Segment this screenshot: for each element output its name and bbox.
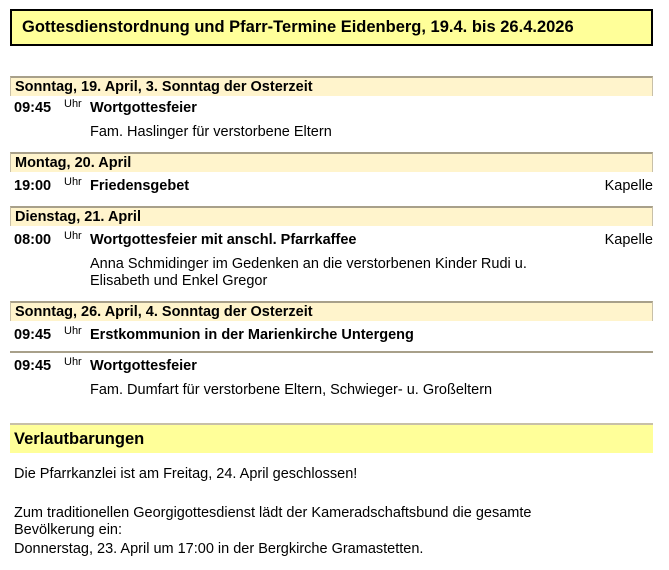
announcement-item: Die Pfarrkanzlei ist am Freitag, 24. April geschlossen! (14, 466, 358, 482)
announcements-header: Verlautbarungen (10, 423, 653, 453)
entry-uhr: Uhr (64, 176, 82, 188)
announcement-item: Zum traditionellen Georgigottesdienst lädt der Kameradschaftsbund die gesamte Bevölkerung ein: (14, 505, 532, 538)
entry-uhr: Uhr (64, 98, 82, 110)
entry-place: Kapelle (604, 232, 653, 248)
entry-title: Friedensgebet (90, 178, 190, 194)
day-header-sonntag-19: Sonntag, 19. April, 3. Sonntag der Osterzeit (10, 76, 653, 96)
announcement-item: Donnerstag, 23. April um 17:00 in der Bergkirche Gramastetten. (14, 541, 424, 557)
day-header-sonntag-26: Sonntag, 26. April, 4. Sonntag der Osterzeit (10, 301, 653, 321)
entry-uhr: Uhr (64, 325, 82, 337)
page-title-text: Gottesdienstordnung und Pfarr-Termine Eidenberg, 19.4. bis 26.4.2026 (22, 18, 574, 36)
entry-description: Fam. Dumfart für verstorbene Eltern, Schwieger- u. Großeltern (90, 382, 493, 398)
page-title (10, 9, 653, 46)
entry-time: 09:45 (14, 327, 52, 343)
day-header-dienstag-21: Dienstag, 21. April (10, 206, 653, 226)
entry-time: 19:00 (14, 178, 52, 194)
entry-divider (10, 351, 653, 353)
entry-description: Fam. Haslinger für verstorbene Eltern (90, 124, 332, 140)
entry-title: Erstkommunion in der Marienkirche Untergeng (90, 327, 414, 343)
entry-title: Wortgottesfeier mit anschl. Pfarrkaffee (90, 232, 357, 248)
entry-description: Anna Schmidinger im Gedenken an die verstorbenen Kinder Rudi u. Elisabeth und Enkel Gregor (90, 256, 527, 289)
entry-time: 09:45 (14, 358, 52, 374)
day-header-montag-20: Montag, 20. April (10, 152, 653, 172)
entry-uhr: Uhr (64, 356, 82, 368)
entry-time: 08:00 (14, 232, 52, 248)
entry-place: Kapelle (604, 178, 653, 194)
entry-title: Wortgottesfeier (90, 358, 197, 374)
entry-title: Wortgottesfeier (90, 100, 197, 116)
entry-uhr: Uhr (64, 230, 82, 242)
entry-time: 09:45 (14, 100, 52, 116)
